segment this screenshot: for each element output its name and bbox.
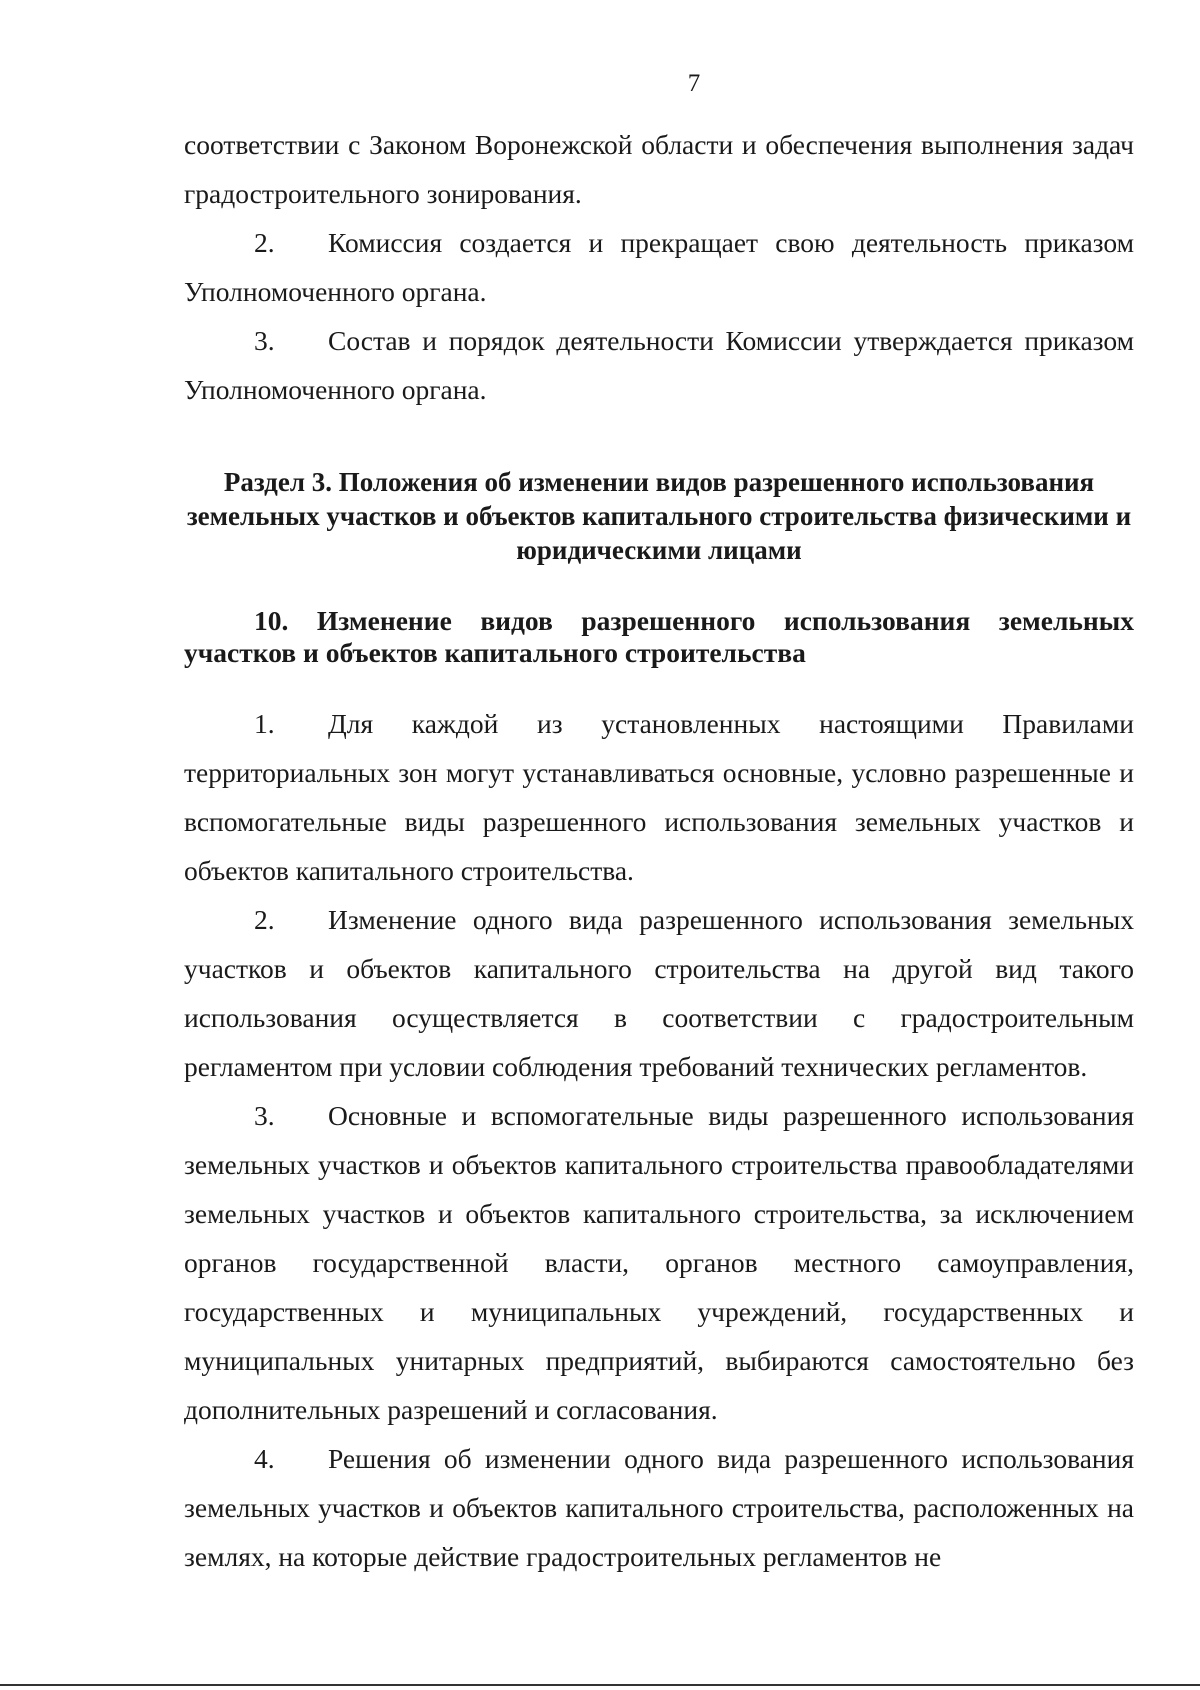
paragraph-number: 2. (254, 904, 275, 935)
paragraph-number: 3. (254, 325, 275, 356)
paragraph-number: 3. (254, 1100, 275, 1131)
article-paragraph-2 (184, 895, 1134, 1091)
paragraph-3 (184, 316, 1134, 414)
paragraph-number: 1. (254, 708, 275, 739)
paragraph-2 (184, 218, 1134, 316)
article-heading (184, 605, 1134, 669)
paragraph-number: 2. (254, 227, 275, 258)
section-heading: Раздел 3. Положения об изменении видов разрешенного использования земельных участков и объектов капитального строительства физическими и юридическими лицами (186, 467, 1132, 565)
document-body (184, 120, 1134, 1581)
page-number: 7 (687, 70, 701, 97)
paragraph-text: соответствии с Законом Воронежской области и обеспечения выполнения задач градостроительного зонирования. (184, 129, 1134, 209)
paragraph-number: 4. (254, 1443, 275, 1474)
article-paragraph-3 (184, 1091, 1134, 1434)
page-bottom-edge (0, 1684, 1200, 1686)
paragraph-text: Комиссия создается и прекращает свою деятельность приказом Уполномоченного органа. (184, 227, 1134, 307)
article-paragraph-4 (184, 1434, 1134, 1581)
paragraph-continuation (184, 120, 1134, 218)
article-heading-text: 10. Изменение видов разрешенного использования земельных участков и объектов капитального строительства (184, 605, 1134, 668)
paragraph-text: Для каждой из установленных настоящими Правилами территориальных зон могут устанавливаться основные, условно разрешенные и вспомогательные виды разрешенного использования земельных участков и объектов капитального строительства. (184, 708, 1134, 886)
paragraph-text: Состав и порядок деятельности Комиссии утверждается приказом Уполномоченного органа. (184, 325, 1134, 405)
paragraph-text: Основные и вспомогательные виды разрешенного использования земельных участков и объектов капитального строительства правообладателями земельных участков и объектов капитального строительства, за исключением органов государственной власти, органов местного самоуправления, государственных и муниципальных учреждений, государственных и муниципальных унитарных предприятий, выбираются самостоятельно без дополнительных разрешений и согласования. (184, 1100, 1134, 1425)
article-paragraph-1 (184, 699, 1134, 895)
paragraph-text: Изменение одного вида разрешенного использования земельных участков и объектов капитального строительства на другой вид такого использования осуществляется в соответствии с градостроительным регламентом при условии соблюдения требований технических регламентов. (184, 904, 1134, 1082)
paragraph-text: Решения об изменении одного вида разрешенного использования земельных участков и объектов капитального строительства, расположенных на землях, на которые действие градостроительных регламентов не (184, 1443, 1134, 1572)
